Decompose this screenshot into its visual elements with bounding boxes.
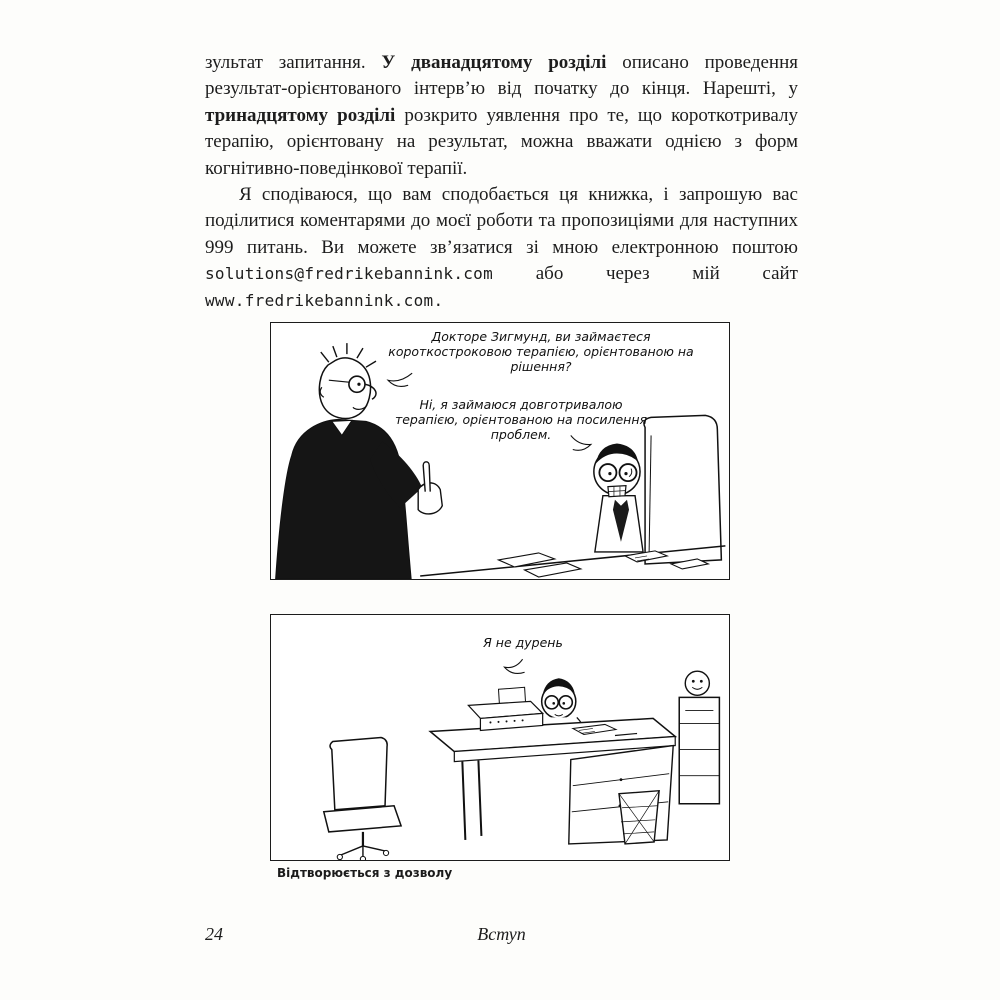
psychiatrist-figure [276, 343, 443, 579]
body-text [205, 50, 798, 314]
paragraph-1-text: зультат запитання. [205, 52, 382, 73]
typewriter [468, 687, 542, 730]
bold-chapter-thirteen: тринадцятому розділі [205, 104, 396, 126]
website-address: www.fredrikebannink.com. [205, 290, 444, 310]
running-footer-section: Вступ [477, 924, 526, 944]
permission-caption: Відтворюється з дозволу [277, 866, 453, 880]
speech-text-answer: Ні, я займаюся довготривалою терапією, орієнтованою на посилення проблем. [394, 397, 648, 442]
email-address: solutions@fredrikebannink.com [205, 264, 494, 284]
cartoon-panel-1 [270, 322, 730, 580]
paragraph-2 [205, 182, 798, 314]
waste-basket [619, 791, 659, 844]
speech-text-not-a-fool: Я не дурень [483, 635, 563, 650]
paragraph-1-text: розкрито уявлення про те, що короткотривалу терапію, орієнтовану на результат, можна вважати однією з форм когнітивно-поведінкової терапії. [205, 104, 799, 179]
paragraph-2-text: або через мій сайт [493, 263, 798, 285]
speech-text-question: Докторе Зигмунд, ви займаєтеся короткостроковою терапією, орієнтованою на рішення? [388, 329, 694, 374]
empty-chair [324, 738, 401, 861]
page-number: 24 [205, 924, 223, 944]
paragraph-2-text: Я сподіваюся, що вам сподобається ця книжка, і запрошую вас поділитися коментарями до моєї роботи та пропозиціями для наступних 999 питань. Ви можете зв’язатися зі мною електронною поштою [205, 184, 798, 258]
patient-figure [594, 443, 643, 551]
bold-chapter-twelve: У дванадцятому розділі [381, 52, 607, 73]
cartoon-2-art [271, 615, 729, 860]
cartoon-panel-2 [270, 614, 730, 861]
patient-chair [644, 415, 721, 564]
paragraph-1 [205, 50, 798, 182]
speech-tail [505, 659, 525, 673]
cabinet-with-clock-face [679, 671, 719, 804]
paragraph-1-text: описано проведення результат-орієнтованого інтерв’ю від початку до кінця. Нарешті, у [205, 52, 798, 100]
